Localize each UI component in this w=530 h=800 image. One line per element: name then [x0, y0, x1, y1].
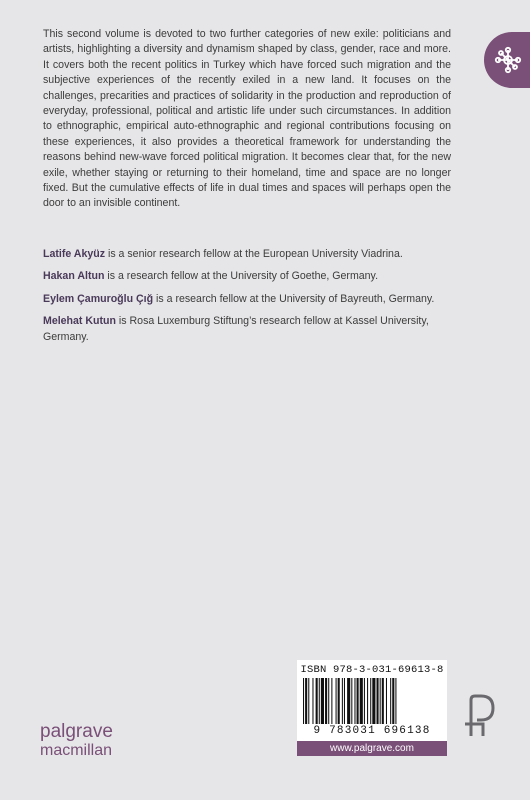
- bio-2-name: Hakan Altun: [43, 270, 105, 283]
- bio-4-text: is Rosa Luxemburg Stiftung’s research fellow at Kassel University, Germany.: [43, 315, 429, 343]
- bio-4: [43, 314, 463, 345]
- bio-4-name: Melehat Kutun: [43, 315, 116, 328]
- publisher-url: www.palgrave.com: [297, 741, 447, 756]
- bio-1-name: Latife Akyüz: [43, 248, 106, 260]
- bio-3-name: Eylem Çamuroğlu Çığ: [43, 292, 154, 305]
- publisher-name-line2: macmillan: [40, 742, 113, 759]
- palgrave-network-icon: [484, 32, 530, 88]
- publisher-logo: [40, 722, 113, 760]
- bio-2: [43, 269, 463, 284]
- isbn-label: ISBN 978-3-031-69613-8: [300, 664, 444, 676]
- palgrave-p-icon: [463, 694, 497, 743]
- blurb-text: This second volume is devoted to two further categories of new exile: politicians and artists, highlighting a diversity and dynamism shaped by class, gender, race and more. It covers both the recent politics in Turkey which have forced such migration and the subjective experiences of the recently exiled in a new land. It focuses on the challenges, precarities and practices of solidarity in the production and reproduction of everyday, professional, political and artistic life under such circumstances. In addition to ethnographic, empirical auto-ethnographic and regional contributions focusing on these experiences, it also provides a theoretical framework for understanding the reasons behind new-wave forced political migration. It becomes clear that, for the new exile, whether staying or returning to their homeland, time and space are no longer fixed. But the cumulative effects of life in dual times and spaces will perhaps open the door to an invisible continent.: [43, 28, 451, 210]
- barcode: [301, 678, 443, 724]
- bio-3: [43, 292, 463, 307]
- publisher-name-line1: palgrave: [40, 721, 113, 742]
- bio-1: [43, 247, 463, 262]
- bio-2-text: is a research fellow at the University of Goethe, Germany.: [104, 270, 379, 283]
- author-bios: [43, 247, 463, 352]
- bio-3-text: is a research fellow at the University of Bayreuth, Germany.: [153, 292, 435, 305]
- barcode-digits: 9 783031 696138: [313, 725, 431, 737]
- bio-1-text: is a senior research fellow at the European University Viadrina.: [105, 248, 403, 260]
